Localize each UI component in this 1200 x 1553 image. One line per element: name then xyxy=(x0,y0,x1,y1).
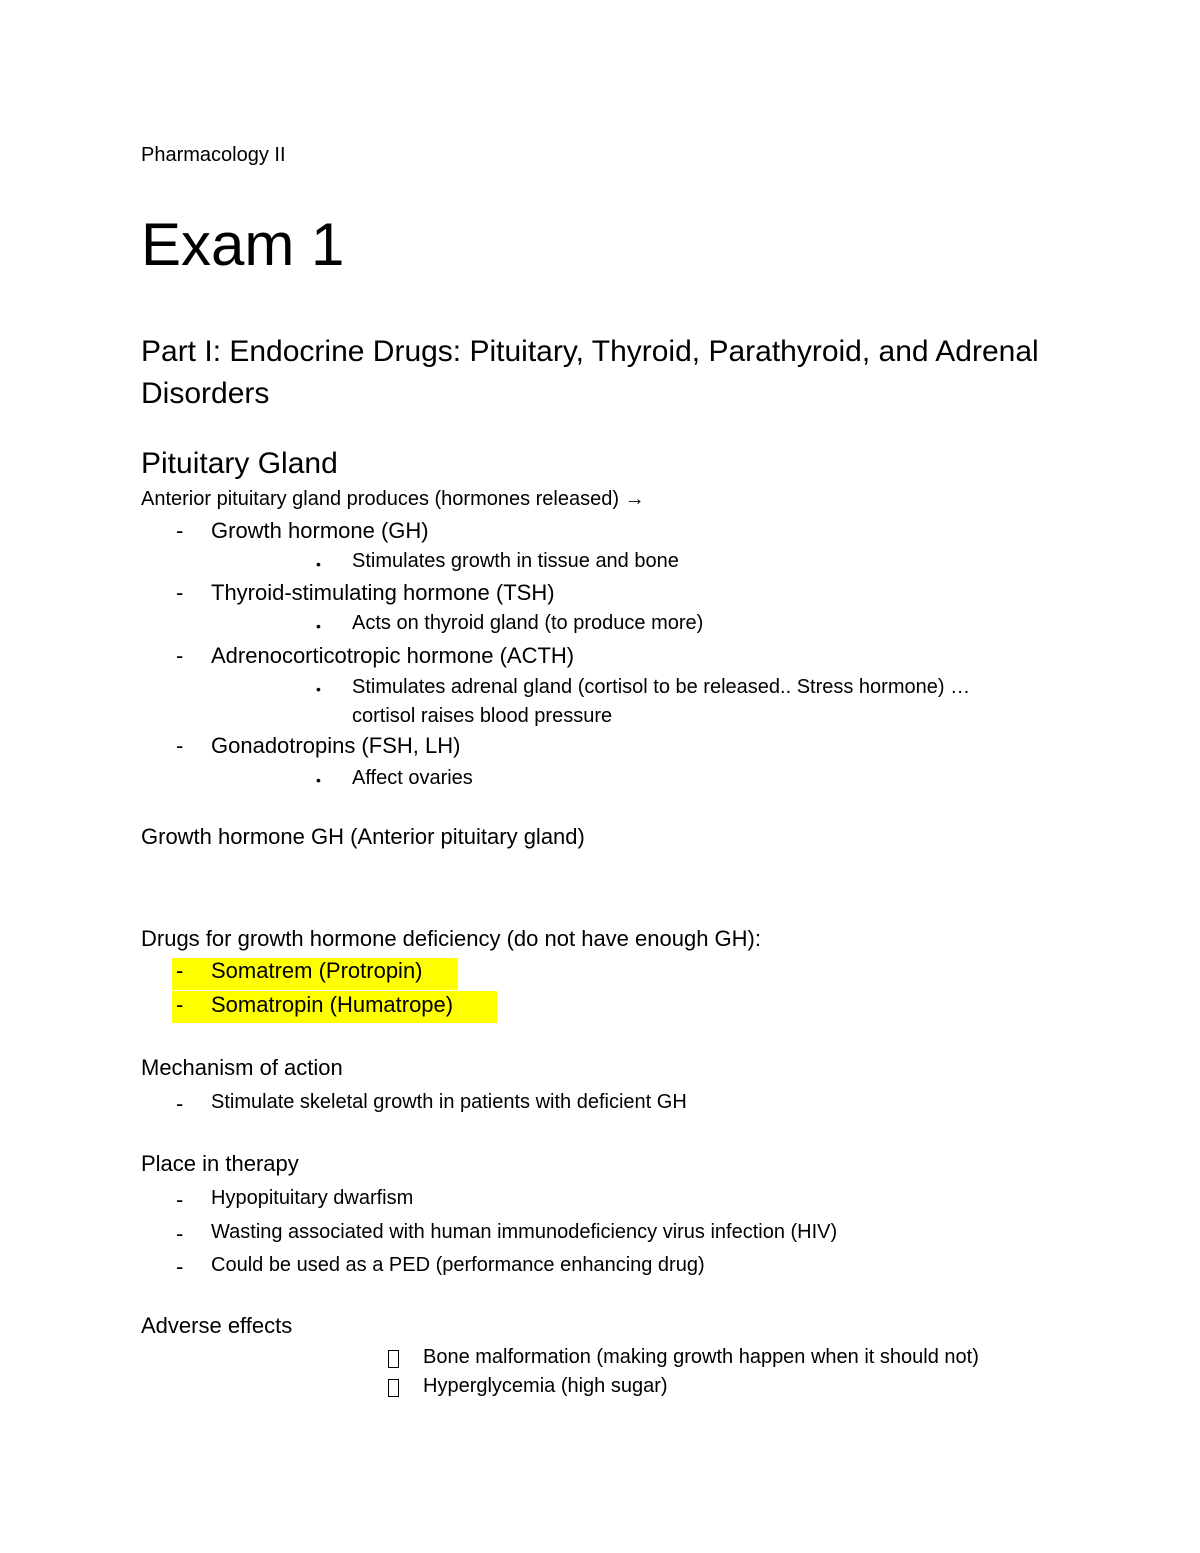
list-item-gonadotropins: Gonadotropins (FSH, LH) xyxy=(211,733,461,758)
list-dash: - xyxy=(176,518,184,543)
page-title: Exam 1 xyxy=(141,211,345,278)
sub-item-tsh: Acts on thyroid gland (to produce more) xyxy=(352,612,704,634)
moa-heading: Mechanism of action xyxy=(141,1055,343,1080)
course-name: Pharmacology II xyxy=(141,144,286,166)
adverse-item: Bone malformation (making growth happen when it should not) xyxy=(423,1346,979,1368)
pituitary-intro: Anterior pituitary gland produces (hormones released) → xyxy=(141,488,645,510)
therapy-item: Hypopituitary dwarfism xyxy=(211,1187,414,1209)
drugs-heading: Drugs for growth hormone deficiency (do not have enough GH): xyxy=(141,926,761,951)
bullet-icon: • xyxy=(316,618,321,634)
list-dash: - xyxy=(176,992,184,1017)
adverse-item: Hyperglycemia (high sugar) xyxy=(423,1375,668,1397)
sub-item-acth: Stimulates adrenal gland (cortisol to be released.. Stress hormone) … cortisol raises blood pressure xyxy=(352,676,971,727)
drug-somatrem: Somatrem (Protropin) xyxy=(211,958,423,983)
list-item-gh: Growth hormone (GH) xyxy=(211,518,429,543)
list-dash: - xyxy=(176,580,184,605)
bullet-icon: • xyxy=(316,772,321,788)
drug-somatropin: Somatropin (Humatrope) xyxy=(211,992,454,1017)
moa-item: Stimulate skeletal growth in patients with deficient GH xyxy=(211,1091,687,1113)
list-dash: - xyxy=(176,1187,184,1212)
list-dash: - xyxy=(176,1221,184,1246)
section-heading-pituitary: Pituitary Gland xyxy=(141,447,338,480)
checkbox-placeholder-icon xyxy=(388,1379,399,1402)
sub-item-gh: Stimulates growth in tissue and bone xyxy=(352,550,679,572)
list-dash: - xyxy=(176,1254,184,1279)
bullet-icon: • xyxy=(316,681,321,697)
list-item-tsh: Thyroid-stimulating hormone (TSH) xyxy=(211,580,555,605)
checkbox-placeholder-icon xyxy=(388,1350,399,1373)
list-dash: - xyxy=(176,643,184,668)
bullet-icon: • xyxy=(316,556,321,572)
list-item-acth: Adrenocorticotropic hormone (ACTH) xyxy=(211,643,575,668)
adverse-heading: Adverse effects xyxy=(141,1313,293,1338)
therapy-item: Could be used as a PED (performance enhancing drug) xyxy=(211,1254,705,1276)
gh-heading: Growth hormone GH (Anterior pituitary gland) xyxy=(141,824,585,849)
part-heading: Part I: Endocrine Drugs: Pituitary, Thyroid, Parathyroid, and Adrenal Disorders xyxy=(141,335,1039,410)
list-dash: - xyxy=(176,958,184,983)
therapy-item: Wasting associated with human immunodeficiency virus infection (HIV) xyxy=(211,1221,838,1243)
therapy-heading: Place in therapy xyxy=(141,1151,299,1176)
list-dash: - xyxy=(176,1091,184,1116)
list-dash: - xyxy=(176,733,184,758)
sub-item-gonadotropins: Affect ovaries xyxy=(352,767,473,789)
